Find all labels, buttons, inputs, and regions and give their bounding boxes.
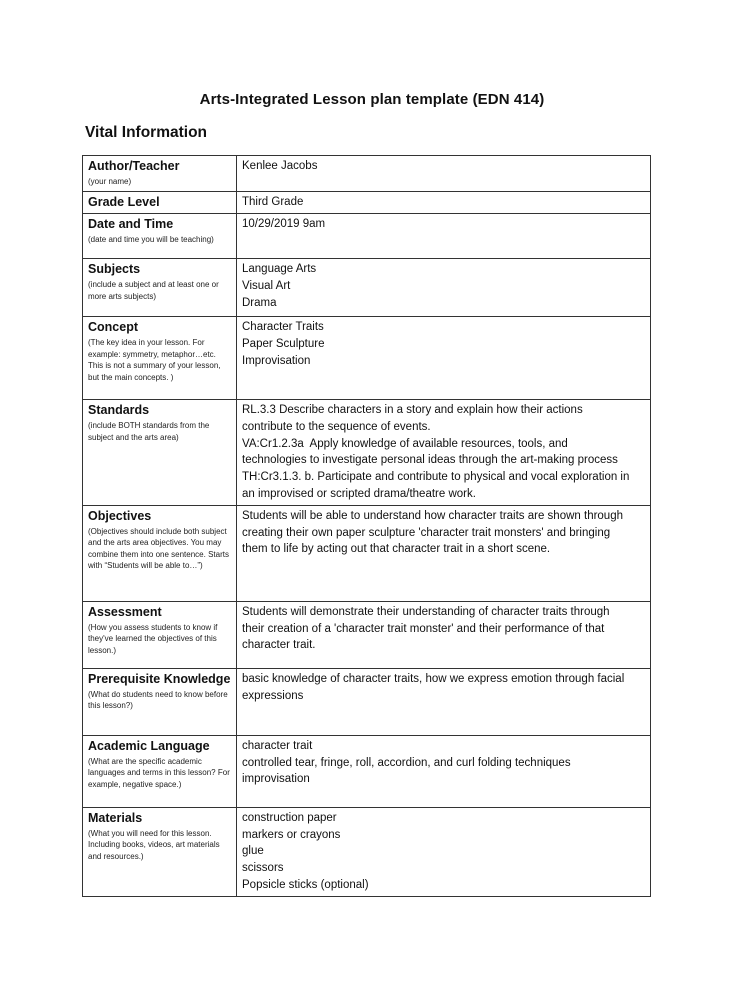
row-note: (include BOTH standards from the subject and the arts area) [88, 421, 210, 442]
row-author-teacher [83, 156, 651, 192]
label-cell-date-and-time [83, 214, 237, 259]
value-line: Students will be able to understand how character traits are shown through [242, 509, 623, 522]
label-cell-materials [83, 807, 237, 896]
value-line: RL.3.3 Describe characters in a story and explain how their actions [242, 404, 583, 416]
value-cell-materials [237, 807, 651, 896]
row-materials [83, 807, 651, 896]
row-prerequisite-knowledge [83, 668, 651, 735]
row-label: Subjects [88, 262, 141, 276]
value-line: them to life by acting out that character trait in a short scene. [242, 543, 551, 556]
document-title: Arts-Integrated Lesson plan template (EDN 414) [199, 91, 545, 108]
row-label: Materials [88, 810, 143, 825]
row-standards [83, 400, 651, 506]
value-line: glue [242, 845, 264, 858]
value-line: basic knowledge of character traits, how we express emotion through facial [242, 672, 625, 685]
value-line: Students will demonstrate their understanding of character traits through [242, 605, 610, 618]
row-note: (The key idea in your lesson. For example: symmetry, metaphor…etc. This is not a summary of your lesson, but the main concepts. ) [88, 338, 221, 382]
value-line: Visual Art [242, 279, 291, 292]
row-label: Prerequisite Knowledge [88, 671, 231, 686]
row-note: (What do students need to know before this lesson?) [88, 689, 228, 711]
row-label: Concept [88, 320, 138, 334]
label-cell-grade-level [83, 192, 237, 214]
value-cell-standards [237, 400, 651, 506]
row-label: Author/Teacher [88, 159, 180, 173]
value-line: expressions [242, 689, 304, 702]
value-line: Kenlee Jacobs [242, 160, 318, 172]
label-cell-author-teacher [83, 156, 237, 192]
row-label: Academic Language [88, 738, 210, 753]
row-note: (How you assess students to know if they've learned the objectives of this lesson.) [88, 622, 218, 655]
value-line: their creation of a 'character trait monster' and their performance of that [242, 622, 605, 635]
row-label: Standards [88, 403, 150, 417]
value-cell-subjects [237, 259, 651, 317]
value-cell-concept [237, 317, 651, 400]
label-cell-subjects [83, 259, 237, 317]
value-line: controlled tear, fringe, roll, accordion, and curl folding techniques [242, 756, 571, 769]
value-cell-prerequisite-knowledge [237, 668, 651, 735]
row-date-and-time [83, 214, 651, 259]
value-line: Character Traits [242, 321, 324, 333]
value-cell-academic-language [237, 735, 651, 807]
value-line: Language Arts [242, 263, 317, 275]
label-cell-objectives [83, 505, 237, 601]
value-line: character trait. [242, 639, 316, 652]
row-academic-language [83, 735, 651, 807]
row-objectives [83, 505, 651, 601]
value-line: character trait [242, 739, 313, 752]
value-cell-assessment [237, 601, 651, 668]
value-line: contribute to the sequence of events. [242, 420, 431, 433]
value-line: Paper Sculpture [242, 337, 325, 350]
value-cell-author-teacher [237, 156, 651, 192]
value-line: TH:Cr3.1.3. b. Participate and contribute to physical and vocal exploration in [242, 471, 630, 484]
value-line: VA:Cr1.2.3a Apply knowledge of available resources, tools, and [242, 437, 568, 450]
value-line: technologies to investigate personal ideas through the art-making process [242, 454, 618, 467]
row-label: Objectives [88, 508, 152, 523]
label-cell-prerequisite-knowledge [83, 668, 237, 735]
value-line: an improvised or scripted drama/theatre work. [242, 487, 476, 500]
row-note: (What are the specific academic languages and terms in this lesson? For example, negative space.) [88, 756, 230, 789]
row-concept [83, 317, 651, 400]
value-line: Improvisation [242, 354, 311, 367]
row-assessment [83, 601, 651, 668]
row-note: (Objectives should include both subject and the arts area objectives. You may combine them into one sentence. Starts with “Students will be able to…”) [88, 526, 229, 571]
value-line: Drama [242, 296, 277, 309]
row-label: Grade Level [88, 195, 160, 209]
section-title: Vital Information [85, 124, 208, 141]
label-cell-concept [83, 317, 237, 400]
row-label: Date and Time [88, 217, 174, 231]
value-line: markers or crayons [242, 828, 341, 841]
value-line: creating their own paper sculpture 'character trait monsters' and bringing [242, 526, 611, 539]
row-note: (date and time you will be teaching) [88, 235, 214, 244]
row-note: (your name) [88, 177, 132, 186]
row-subjects [83, 259, 651, 317]
value-line: scissors [242, 862, 284, 875]
value-cell-date-and-time [237, 214, 651, 259]
value-cell-objectives [237, 505, 651, 601]
row-note: (What you will need for this lesson. Including books, videos, art materials and resources.) [88, 828, 220, 861]
row-grade-level [83, 192, 651, 214]
label-cell-academic-language [83, 735, 237, 807]
value-line: Third Grade [242, 196, 304, 208]
value-cell-grade-level [237, 192, 651, 214]
row-label: Assessment [88, 604, 162, 619]
vital-information-table [82, 155, 651, 897]
value-line: Popsicle sticks (optional) [242, 878, 369, 891]
value-line: improvisation [242, 773, 310, 786]
label-cell-standards [83, 400, 237, 506]
label-cell-assessment [83, 601, 237, 668]
value-line: construction paper [242, 811, 337, 824]
row-note: (include a subject and at least one or more arts subjects) [88, 280, 219, 301]
value-line: 10/29/2019 9am [242, 218, 326, 230]
